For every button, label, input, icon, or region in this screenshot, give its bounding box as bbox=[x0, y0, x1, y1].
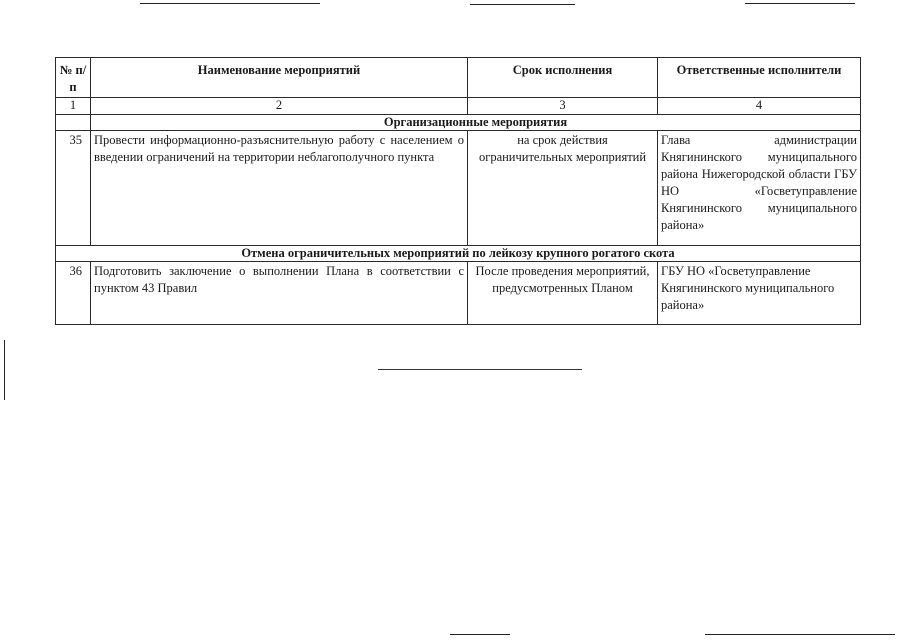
scan-artifact-bottom-line bbox=[450, 634, 510, 635]
measures-table bbox=[55, 57, 861, 325]
row-num: 35 bbox=[56, 131, 91, 246]
column-index-3: 3 bbox=[468, 98, 658, 115]
header-term: Срок исполнения bbox=[468, 58, 658, 98]
section-row bbox=[56, 115, 861, 131]
scan-artifact-bottom-line-2 bbox=[705, 634, 895, 635]
column-index-1: 1 bbox=[56, 98, 91, 115]
column-index-4: 4 bbox=[658, 98, 861, 115]
header-name: Наименование мероприятий bbox=[91, 58, 468, 98]
column-index-row bbox=[56, 98, 861, 115]
row-term: на срок действия ограничительных мероприятий bbox=[468, 131, 658, 246]
row-responsible: ГБУ НО «Госветуправление Княгининского муниципального района» bbox=[658, 262, 861, 325]
table-header-row bbox=[56, 58, 861, 98]
row-responsible: Глава администрации Княгининского муниципального района Нижегородской области ГБУ НО «Госветуправление Княгининского муниципального района» bbox=[658, 131, 861, 246]
section-num-cell bbox=[56, 115, 91, 131]
section-row bbox=[56, 246, 861, 262]
header-responsible: Ответственные исполнители bbox=[658, 58, 861, 98]
scan-artifact-left-edge bbox=[4, 340, 5, 400]
table-row bbox=[56, 131, 861, 246]
row-num: 36 bbox=[56, 262, 91, 325]
row-name: Подготовить заключение о выполнении Плана в соответствии с пунктом 43 Правил bbox=[91, 262, 468, 325]
table-row bbox=[56, 262, 861, 325]
column-index-2: 2 bbox=[91, 98, 468, 115]
scan-artifact-top-line bbox=[140, 3, 320, 4]
row-name: Провести информационно-разъяснительную работу с населением о введении ограничений на территории неблагополучного пункта bbox=[91, 131, 468, 246]
scan-artifact-top-line-2 bbox=[470, 4, 575, 5]
end-divider-line bbox=[378, 369, 582, 370]
row-term: После проведения мероприятий, предусмотренных Планом bbox=[468, 262, 658, 325]
scan-artifact-top-line-3 bbox=[745, 3, 855, 4]
section-title: Отмена ограничительных мероприятий по лейкозу крупного рогатого скота bbox=[56, 246, 861, 262]
header-num: № п/п bbox=[56, 58, 91, 98]
section-title: Организационные мероприятия bbox=[91, 115, 861, 131]
